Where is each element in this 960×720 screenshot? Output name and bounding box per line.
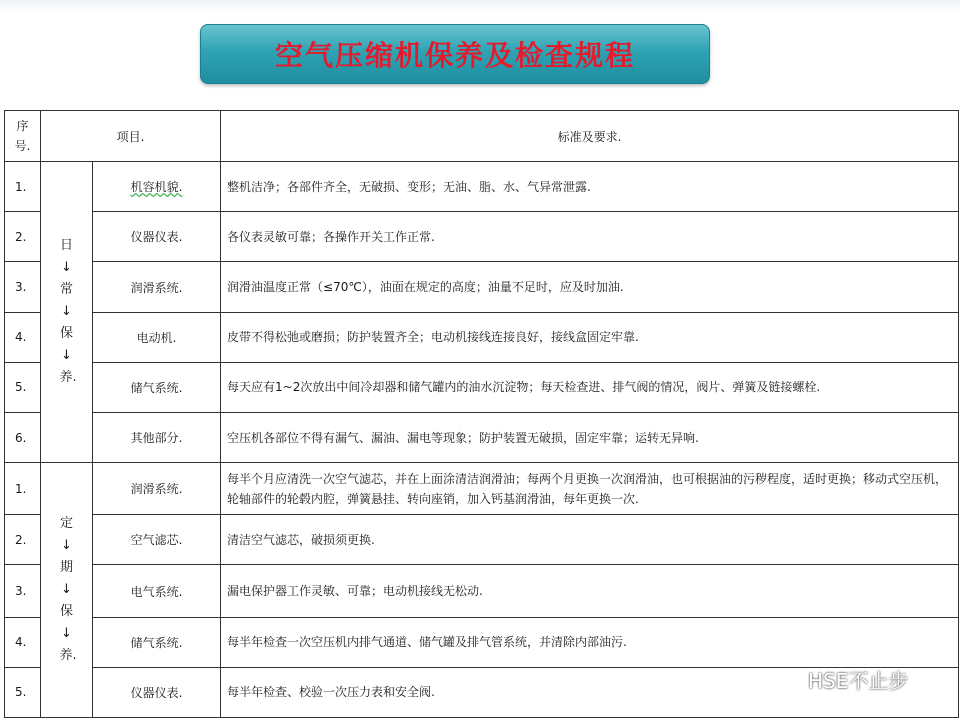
top-band [0,0,960,14]
row-standard: 每半个月应清洗一次空气滤芯，并在上面涂清洁润滑油；每两个月更换一次润滑油，也可根据油的污秽程度，适时更换；移动式空压机，轮轴部件的轮毂内腔，弹簧悬挂、转向座销，加入钙基润滑油，每年更换一次. [221,463,959,515]
wechat-icon [770,667,800,691]
row-no: 2. [5,515,41,565]
header-item: 项目. [41,111,221,162]
row-standard: 每半年检查一次空压机内排气通道、储气罐及排气管系统，并清除内部油污. [221,617,959,667]
group-periodic-label: 定↓期↓保↓养. [59,516,77,664]
row-item: 仪器仪表. [93,212,221,262]
row-standard: 每天应有1~2次放出中间冷却器和储气罐内的油水沉淀物；每天检查进、排气阀的情况，阀片、弹簧及链接螺栓. [221,362,959,412]
table-row [5,617,959,667]
row-no: 3. [5,262,41,312]
row-no: 2. [5,212,41,262]
page-title: 空气压缩机保养及检查规程 [274,39,635,72]
row-no: 5. [5,667,41,717]
row-no: 6. [5,412,41,462]
row-item: 润滑系统. [93,463,221,515]
row-standard: 空压机各部位不得有漏气、漏油、漏电等现象；防护装置无破损，固定牢靠；运转无异响. [221,412,959,462]
row-item: 润滑系统. [93,262,221,312]
row-item: 储气系统. [93,617,221,667]
group-daily [41,162,93,463]
watermark-text: HSE不止步 [808,668,909,693]
title-banner [200,24,710,84]
table-row [5,312,959,362]
row-item: 空气滤芯. [93,515,221,565]
row-item: 电气系统. [93,565,221,617]
table-header-row [5,111,959,162]
row-item: 电动机. [93,312,221,362]
row-item: 其他部分. [93,412,221,462]
header-no: 序号. [5,111,41,162]
row-standard: 皮带不得松弛或磨损；防护装置齐全；电动机接线连接良好，接线盒固定牢靠. [221,312,959,362]
row-no: 5. [5,362,41,412]
row-no: 1. [5,162,41,212]
row-no: 4. [5,312,41,362]
row-standard: 润滑油温度正常（≤70℃），油面在规定的高度；油量不足时，应及时加油. [221,262,959,312]
row-no: 3. [5,565,41,617]
row-item: 机容机貌. [93,162,221,212]
row-standard: 每半年检查、校验一次压力表和安全阀. [221,667,959,717]
row-no: 1. [5,463,41,515]
row-item: 仪器仪表. [93,667,221,717]
table-row [5,565,959,617]
watermark [770,664,908,694]
table-row [5,362,959,412]
row-no: 4. [5,617,41,667]
row-standard: 清洁空气滤芯，破损须更换. [221,515,959,565]
table-row [5,262,959,312]
table-row [5,515,959,565]
table-row [5,162,959,212]
maintenance-table [4,110,959,718]
group-periodic [41,463,93,718]
table-row [5,463,959,515]
row-standard: 漏电保护器工作灵敏、可靠；电动机接线无松动. [221,565,959,617]
row-standard: 各仪表灵敏可靠；各操作开关工作正常. [221,212,959,262]
table-row [5,412,959,462]
header-standard: 标准及要求. [221,111,959,162]
row-item: 储气系统. [93,362,221,412]
row-standard: 整机洁净；各部件齐全，无破损、变形；无油、脂、水、气异常泄露. [221,162,959,212]
table-row [5,212,959,262]
group-daily-label: 日↓常↓保↓养. [59,238,77,386]
